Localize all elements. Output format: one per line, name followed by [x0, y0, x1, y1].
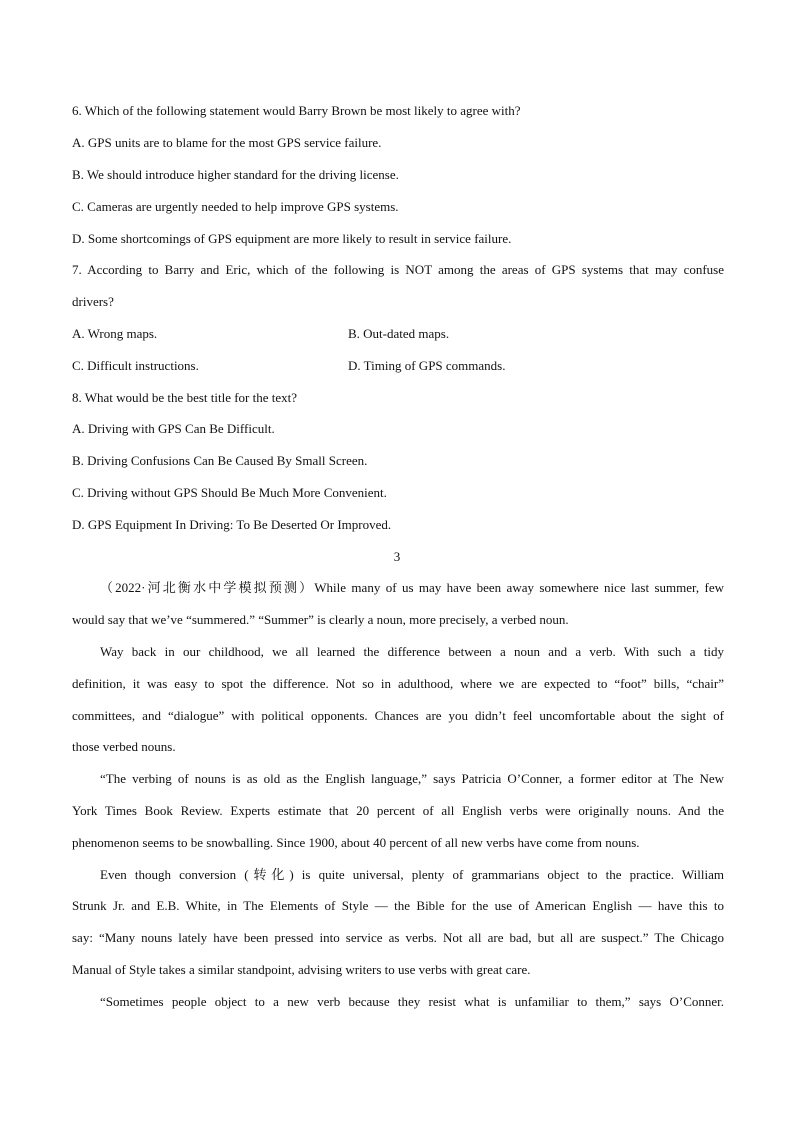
passage-p3-line2: York Times Book Review. Experts estimate that 20 percent of all English verbs were originally nouns. And the [72, 803, 724, 818]
passage-p2-line3: committees, and “dialogue” with political opponents. Chances are you didn’t feel uncomfortable about the sight of [72, 708, 724, 723]
passage-p2-line1: Way back in our childhood, we all learned the difference between a noun and a verb. With such a tidy [100, 644, 724, 659]
passage-p4-line3: say: “Many nouns lately have been pressed into service as verbs. Not all are bad, but all are suspect.” The Chicago [72, 930, 724, 945]
passage-p3-line3: phenomenon seems to be snowballing. Since 1900, about 40 percent of all new verbs have come from nouns. [72, 835, 640, 850]
question-6-option-c: C. Cameras are urgently needed to help improve GPS systems. [72, 199, 399, 214]
passage-p1-line2: would say that we’ve “summered.” “Summer” is clearly a noun, more precisely, a verbed noun. [72, 612, 569, 627]
passage-p1-line1: （2022·河北衡水中学模拟预测）While many of us may have been away somewhere nice last summer, few [100, 580, 724, 595]
question-7-stem-line2: drivers? [72, 294, 114, 309]
question-6-option-d: D. Some shortcomings of GPS equipment are more likely to result in service failure. [72, 231, 512, 246]
question-7-option-c: C. Difficult instructions. [72, 358, 199, 373]
passage-p3-line1: “The verbing of nouns is as old as the English language,” says Patricia O’Conner, a former editor at The New [100, 771, 724, 786]
question-8-option-b: B. Driving Confusions Can Be Caused By Small Screen. [72, 453, 368, 468]
question-8-option-c: C. Driving without GPS Should Be Much More Convenient. [72, 485, 387, 500]
question-8-option-d: D. GPS Equipment In Driving: To Be Deserted Or Improved. [72, 517, 392, 532]
passage-p4-line4: Manual of Style takes a similar standpoint, advising writers to use verbs with great care. [72, 962, 531, 977]
question-7-option-a: A. Wrong maps. [72, 326, 158, 341]
question-8-stem: 8. What would be the best title for the text? [72, 390, 298, 405]
question-8-option-a: A. Driving with GPS Can Be Difficult. [72, 421, 275, 436]
question-7-option-b: B. Out-dated maps. [348, 326, 450, 341]
question-7-stem-line1: 7. According to Barry and Eric, which of the following is NOT among the areas of GPS systems that may confuse [72, 262, 724, 277]
question-7-option-d: D. Timing of GPS commands. [348, 358, 506, 373]
passage-p4-line1: Even though conversion (转化) is quite universal, plenty of grammarians object to the practice. William [100, 867, 724, 882]
question-6-stem: 6. Which of the following statement would Barry Brown be most likely to agree with? [72, 103, 521, 118]
passage-p5-line1: “Sometimes people object to a new verb because they resist what is unfamiliar to them,” says O’Conner. [100, 994, 724, 1009]
passage-p4-line2: Strunk Jr. and E.B. White, in The Elements of Style — the Bible for the use of American English — have this to [72, 898, 724, 913]
section-number: 3 [393, 549, 401, 564]
passage-p2-line4: those verbed nouns. [72, 739, 176, 754]
question-6-option-b: B. We should introduce higher standard for the driving license. [72, 167, 399, 182]
passage-p2-line2: definition, it was easy to spot the difference. Not so in adulthood, where we are expected to “foot” bills, “chair” [72, 676, 724, 691]
question-6-option-a: A. GPS units are to blame for the most GPS service failure. [72, 135, 382, 150]
